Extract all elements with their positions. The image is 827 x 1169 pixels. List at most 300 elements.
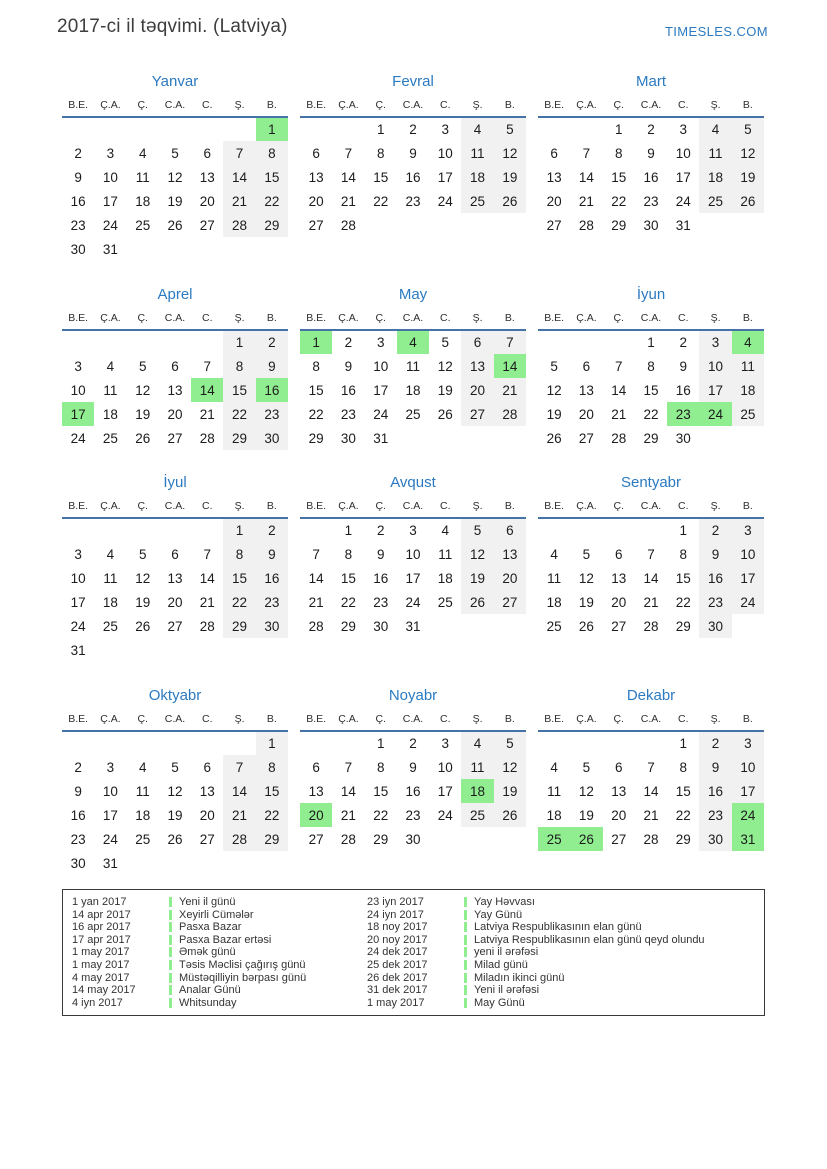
- day-cell[interactable]: 16: [643, 169, 659, 185]
- day-cell[interactable]: 12: [167, 169, 183, 185]
- day-cell[interactable]: 22: [308, 406, 324, 422]
- weekend-day-cell[interactable]: 19: [494, 779, 526, 803]
- day-cell[interactable]: 26: [135, 618, 151, 634]
- weekend-day-cell[interactable]: 28: [223, 827, 255, 851]
- weekend-day-cell[interactable]: 11: [461, 755, 493, 779]
- weekend-day-cell[interactable]: 9: [699, 755, 731, 779]
- day-cell[interactable]: 10: [437, 145, 453, 161]
- day-cell[interactable]: 10: [405, 546, 421, 562]
- day-cell[interactable]: 7: [647, 759, 655, 775]
- weekend-day-cell[interactable]: 8: [256, 141, 288, 165]
- day-cell[interactable]: 1: [376, 736, 385, 751]
- day-cell[interactable]: 21: [199, 406, 215, 422]
- day-cell[interactable]: 6: [614, 546, 623, 562]
- day-cell[interactable]: 23: [405, 807, 421, 823]
- weekend-day-cell[interactable]: 13: [461, 354, 493, 378]
- day-cell[interactable]: 6: [582, 358, 591, 374]
- holiday-day-cell[interactable]: 25: [538, 827, 570, 851]
- day-cell[interactable]: 22: [675, 594, 691, 610]
- day-cell[interactable]: 7: [203, 358, 212, 374]
- day-cell[interactable]: 6: [171, 546, 179, 562]
- month-title[interactable]: May: [398, 286, 428, 303]
- day-cell[interactable]: 24: [437, 193, 453, 209]
- day-cell[interactable]: 21: [611, 406, 627, 422]
- day-cell[interactable]: 31: [373, 430, 389, 446]
- day-cell[interactable]: 7: [582, 145, 591, 161]
- day-cell[interactable]: 3: [679, 122, 688, 137]
- day-cell[interactable]: 28: [199, 430, 215, 446]
- day-cell[interactable]: 2: [409, 122, 417, 137]
- day-cell[interactable]: 14: [340, 783, 356, 799]
- weekend-day-cell[interactable]: 8: [256, 755, 288, 779]
- day-cell[interactable]: 20: [167, 406, 183, 422]
- day-cell[interactable]: 12: [135, 570, 151, 586]
- day-cell[interactable]: 21: [340, 807, 356, 823]
- day-cell[interactable]: 11: [103, 570, 118, 586]
- weekend-day-cell[interactable]: 11: [732, 354, 764, 378]
- day-cell[interactable]: 5: [441, 335, 450, 350]
- weekend-day-cell[interactable]: 22: [223, 402, 255, 426]
- holiday-day-cell[interactable]: 24: [732, 803, 764, 827]
- day-cell[interactable]: 13: [611, 570, 627, 586]
- day-cell[interactable]: 11: [135, 783, 150, 799]
- weekend-day-cell[interactable]: 15: [223, 378, 255, 402]
- weekend-day-cell[interactable]: 2: [256, 330, 288, 354]
- day-cell[interactable]: 9: [344, 358, 353, 374]
- day-cell[interactable]: 18: [102, 594, 118, 610]
- weekend-day-cell[interactable]: 7: [223, 755, 255, 779]
- day-cell[interactable]: 21: [643, 807, 659, 823]
- day-cell[interactable]: 27: [611, 831, 627, 847]
- day-cell[interactable]: 14: [611, 382, 627, 398]
- day-cell[interactable]: 7: [344, 759, 353, 775]
- weekend-day-cell[interactable]: 15: [256, 779, 288, 803]
- day-cell[interactable]: 10: [70, 382, 86, 398]
- weekend-day-cell[interactable]: 13: [494, 542, 526, 566]
- day-cell[interactable]: 8: [647, 358, 655, 374]
- weekend-day-cell[interactable]: 5: [494, 117, 526, 141]
- day-cell[interactable]: 18: [135, 807, 151, 823]
- day-cell[interactable]: 27: [546, 217, 562, 233]
- day-cell[interactable]: 21: [199, 594, 215, 610]
- day-cell[interactable]: 28: [199, 618, 215, 634]
- day-cell[interactable]: 13: [546, 169, 562, 185]
- month-title[interactable]: Noyabr: [388, 687, 438, 704]
- weekend-day-cell[interactable]: 25: [732, 402, 764, 426]
- day-cell[interactable]: 8: [614, 145, 623, 161]
- weekend-day-cell[interactable]: 28: [494, 402, 526, 426]
- weekend-day-cell[interactable]: 22: [223, 590, 255, 614]
- day-cell[interactable]: 8: [376, 145, 385, 161]
- holiday-day-cell[interactable]: 4: [732, 330, 764, 354]
- weekend-day-cell[interactable]: 18: [732, 378, 764, 402]
- day-cell[interactable]: 31: [675, 217, 691, 233]
- holiday-day-cell[interactable]: 4: [397, 330, 429, 354]
- day-cell[interactable]: 25: [102, 618, 118, 634]
- weekend-day-cell[interactable]: 25: [461, 803, 493, 827]
- day-cell[interactable]: 30: [373, 618, 389, 634]
- weekend-day-cell[interactable]: 12: [494, 141, 526, 165]
- day-cell[interactable]: 29: [643, 430, 659, 446]
- weekend-day-cell[interactable]: 5: [461, 518, 493, 542]
- day-cell[interactable]: 21: [643, 594, 659, 610]
- day-cell[interactable]: 10: [675, 145, 691, 161]
- weekend-day-cell[interactable]: 4: [461, 731, 493, 755]
- weekend-day-cell[interactable]: 3: [732, 518, 764, 542]
- day-cell[interactable]: 31: [405, 618, 421, 634]
- weekend-day-cell[interactable]: 12: [461, 542, 493, 566]
- day-cell[interactable]: 29: [373, 831, 389, 847]
- month-title[interactable]: Yanvar: [151, 73, 199, 90]
- day-cell[interactable]: 4: [441, 523, 450, 538]
- weekend-day-cell[interactable]: 26: [732, 189, 764, 213]
- day-cell[interactable]: 11: [103, 382, 118, 398]
- day-cell[interactable]: 26: [546, 430, 562, 446]
- day-cell[interactable]: 11: [135, 169, 150, 185]
- month-title[interactable]: Avqust: [390, 474, 436, 491]
- day-cell[interactable]: 13: [167, 570, 183, 586]
- day-cell[interactable]: 30: [340, 430, 356, 446]
- day-cell[interactable]: 30: [643, 217, 659, 233]
- day-cell[interactable]: 23: [405, 193, 421, 209]
- day-cell[interactable]: 16: [675, 382, 691, 398]
- weekend-day-cell[interactable]: 15: [256, 165, 288, 189]
- day-cell[interactable]: 24: [102, 217, 118, 233]
- day-cell[interactable]: 9: [74, 783, 82, 799]
- day-cell[interactable]: 3: [441, 736, 450, 751]
- day-cell[interactable]: 8: [376, 759, 385, 775]
- holiday-day-cell[interactable]: 17: [62, 402, 94, 426]
- day-cell[interactable]: 10: [70, 570, 86, 586]
- day-cell[interactable]: 22: [675, 807, 691, 823]
- holiday-day-cell[interactable]: 14: [191, 378, 223, 402]
- day-cell[interactable]: 14: [643, 783, 659, 799]
- day-cell[interactable]: 10: [437, 759, 453, 775]
- day-cell[interactable]: 13: [199, 783, 215, 799]
- day-cell[interactable]: 29: [340, 618, 356, 634]
- weekend-day-cell[interactable]: 17: [699, 378, 731, 402]
- holiday-day-cell[interactable]: 20: [300, 803, 332, 827]
- day-cell[interactable]: 3: [441, 122, 450, 137]
- day-cell[interactable]: 12: [135, 382, 151, 398]
- month-title[interactable]: Mart: [636, 73, 666, 90]
- day-cell[interactable]: 19: [135, 406, 151, 422]
- day-cell[interactable]: 13: [308, 783, 324, 799]
- day-cell[interactable]: 26: [135, 430, 151, 446]
- day-cell[interactable]: 28: [578, 217, 594, 233]
- site-logo-link[interactable]: TIMESLES.COM: [664, 24, 768, 39]
- day-cell[interactable]: 20: [308, 193, 324, 209]
- day-cell[interactable]: 13: [611, 783, 627, 799]
- day-cell[interactable]: 15: [373, 169, 389, 185]
- weekend-day-cell[interactable]: 18: [461, 165, 493, 189]
- holiday-day-cell[interactable]: 1: [300, 330, 332, 354]
- day-cell[interactable]: 21: [578, 193, 594, 209]
- day-cell[interactable]: 5: [138, 546, 147, 562]
- day-cell[interactable]: 19: [437, 382, 453, 398]
- day-cell[interactable]: 29: [675, 618, 691, 634]
- day-cell[interactable]: 31: [102, 241, 118, 257]
- weekend-day-cell[interactable]: 21: [494, 378, 526, 402]
- weekend-day-cell[interactable]: 25: [461, 189, 493, 213]
- holiday-day-cell[interactable]: 23: [667, 402, 699, 426]
- day-cell[interactable]: 27: [199, 217, 215, 233]
- day-cell[interactable]: 19: [167, 193, 183, 209]
- month-title[interactable]: Sentyabr: [620, 474, 682, 491]
- weekend-day-cell[interactable]: 21: [223, 803, 255, 827]
- weekend-day-cell[interactable]: 7: [223, 141, 255, 165]
- day-cell[interactable]: 10: [102, 783, 118, 799]
- day-cell[interactable]: 24: [675, 193, 691, 209]
- day-cell[interactable]: 28: [643, 831, 659, 847]
- day-cell[interactable]: 6: [614, 759, 623, 775]
- day-cell[interactable]: 17: [102, 807, 118, 823]
- day-cell[interactable]: 26: [167, 217, 183, 233]
- day-cell[interactable]: 1: [344, 523, 353, 538]
- day-cell[interactable]: 14: [308, 570, 324, 586]
- day-cell[interactable]: 11: [547, 570, 562, 586]
- day-cell[interactable]: 5: [550, 358, 558, 374]
- day-cell[interactable]: 3: [74, 546, 82, 562]
- day-cell[interactable]: 24: [70, 430, 86, 446]
- day-cell[interactable]: 18: [102, 406, 118, 422]
- day-cell[interactable]: 30: [675, 430, 691, 446]
- day-cell[interactable]: 1: [679, 523, 688, 538]
- day-cell[interactable]: 11: [438, 546, 453, 562]
- weekend-day-cell[interactable]: 5: [732, 117, 764, 141]
- day-cell[interactable]: 31: [102, 855, 118, 871]
- day-cell[interactable]: 9: [376, 546, 385, 562]
- holiday-day-cell[interactable]: 18: [461, 779, 493, 803]
- weekend-day-cell[interactable]: 17: [732, 566, 764, 590]
- weekend-day-cell[interactable]: 4: [699, 117, 731, 141]
- day-cell[interactable]: 11: [405, 358, 420, 374]
- weekend-day-cell[interactable]: 12: [732, 141, 764, 165]
- weekend-day-cell[interactable]: 9: [256, 542, 288, 566]
- day-cell[interactable]: 27: [199, 831, 215, 847]
- day-cell[interactable]: 9: [647, 145, 655, 161]
- weekend-day-cell[interactable]: 10: [699, 354, 731, 378]
- weekend-day-cell[interactable]: 17: [732, 779, 764, 803]
- day-cell[interactable]: 28: [611, 430, 627, 446]
- day-cell[interactable]: 17: [373, 382, 389, 398]
- day-cell[interactable]: 16: [373, 570, 389, 586]
- weekend-day-cell[interactable]: 2: [256, 518, 288, 542]
- day-cell[interactable]: 2: [74, 145, 82, 161]
- weekend-day-cell[interactable]: 27: [461, 402, 493, 426]
- day-cell[interactable]: 19: [578, 807, 594, 823]
- day-cell[interactable]: 26: [437, 406, 453, 422]
- weekend-day-cell[interactable]: 19: [732, 165, 764, 189]
- weekend-day-cell[interactable]: 14: [223, 165, 255, 189]
- weekend-day-cell[interactable]: 26: [494, 803, 526, 827]
- day-cell[interactable]: 20: [611, 807, 627, 823]
- day-cell[interactable]: 4: [138, 759, 147, 775]
- day-cell[interactable]: 22: [340, 594, 356, 610]
- weekend-day-cell[interactable]: 9: [256, 354, 288, 378]
- weekend-day-cell[interactable]: 27: [494, 590, 526, 614]
- day-cell[interactable]: 11: [547, 783, 562, 799]
- day-cell[interactable]: 23: [70, 831, 86, 847]
- day-cell[interactable]: 9: [74, 169, 82, 185]
- day-cell[interactable]: 26: [167, 831, 183, 847]
- weekend-day-cell[interactable]: 1: [223, 330, 255, 354]
- month-title[interactable]: Fevral: [392, 73, 434, 90]
- day-cell[interactable]: 8: [312, 358, 320, 374]
- day-cell[interactable]: 28: [308, 618, 324, 634]
- day-cell[interactable]: 15: [675, 570, 691, 586]
- day-cell[interactable]: 30: [70, 241, 86, 257]
- day-cell[interactable]: 25: [546, 618, 562, 634]
- day-cell[interactable]: 25: [135, 217, 151, 233]
- day-cell[interactable]: 2: [376, 523, 385, 538]
- day-cell[interactable]: 13: [167, 382, 183, 398]
- day-cell[interactable]: 17: [675, 169, 691, 185]
- weekend-day-cell[interactable]: 11: [699, 141, 731, 165]
- day-cell[interactable]: 18: [546, 594, 562, 610]
- day-cell[interactable]: 29: [611, 217, 627, 233]
- day-cell[interactable]: 27: [611, 618, 627, 634]
- day-cell[interactable]: 8: [679, 759, 688, 775]
- day-cell[interactable]: 18: [437, 570, 453, 586]
- weekend-day-cell[interactable]: 20: [494, 566, 526, 590]
- day-cell[interactable]: 24: [373, 406, 389, 422]
- weekend-day-cell[interactable]: 20: [461, 378, 493, 402]
- day-cell[interactable]: 6: [203, 145, 212, 161]
- holiday-day-cell[interactable]: 1: [256, 117, 288, 141]
- day-cell[interactable]: 29: [675, 831, 691, 847]
- day-cell[interactable]: 10: [102, 169, 118, 185]
- day-cell[interactable]: 27: [308, 831, 324, 847]
- weekend-day-cell[interactable]: 19: [494, 165, 526, 189]
- weekend-day-cell[interactable]: 16: [699, 779, 731, 803]
- day-cell[interactable]: 20: [578, 406, 594, 422]
- day-cell[interactable]: 22: [373, 193, 389, 209]
- weekend-day-cell[interactable]: 29: [256, 213, 288, 237]
- day-cell[interactable]: 31: [70, 642, 86, 658]
- weekend-day-cell[interactable]: 16: [699, 566, 731, 590]
- month-title[interactable]: Oktyabr: [148, 687, 202, 704]
- weekend-day-cell[interactable]: 25: [699, 189, 731, 213]
- weekend-day-cell[interactable]: 21: [223, 189, 255, 213]
- day-cell[interactable]: 26: [578, 618, 594, 634]
- day-cell[interactable]: 5: [582, 546, 591, 562]
- day-cell[interactable]: 15: [675, 783, 691, 799]
- day-cell[interactable]: 3: [106, 759, 115, 775]
- weekend-day-cell[interactable]: 15: [223, 566, 255, 590]
- day-cell[interactable]: 19: [167, 807, 183, 823]
- day-cell[interactable]: 22: [373, 807, 389, 823]
- day-cell[interactable]: 15: [373, 783, 389, 799]
- weekend-day-cell[interactable]: 23: [699, 803, 731, 827]
- day-cell[interactable]: 4: [106, 546, 115, 562]
- day-cell[interactable]: 27: [308, 217, 324, 233]
- day-cell[interactable]: 20: [611, 594, 627, 610]
- day-cell[interactable]: 12: [437, 358, 453, 374]
- weekend-day-cell[interactable]: 3: [732, 731, 764, 755]
- weekend-day-cell[interactable]: 22: [256, 189, 288, 213]
- weekend-day-cell[interactable]: 6: [494, 518, 526, 542]
- day-cell[interactable]: 22: [643, 406, 659, 422]
- day-cell[interactable]: 17: [405, 570, 421, 586]
- weekend-day-cell[interactable]: 29: [223, 426, 255, 450]
- day-cell[interactable]: 19: [578, 594, 594, 610]
- weekend-day-cell[interactable]: 29: [223, 614, 255, 638]
- day-cell[interactable]: 7: [203, 546, 212, 562]
- weekend-day-cell[interactable]: 2: [699, 518, 731, 542]
- day-cell[interactable]: 23: [643, 193, 659, 209]
- day-cell[interactable]: 6: [203, 759, 212, 775]
- day-cell[interactable]: 16: [340, 382, 356, 398]
- day-cell[interactable]: 19: [135, 594, 151, 610]
- day-cell[interactable]: 18: [135, 193, 151, 209]
- day-cell[interactable]: 4: [106, 358, 115, 374]
- weekend-day-cell[interactable]: 19: [461, 566, 493, 590]
- weekend-day-cell[interactable]: 30: [699, 614, 731, 638]
- day-cell[interactable]: 7: [614, 358, 623, 374]
- weekend-day-cell[interactable]: 7: [494, 330, 526, 354]
- weekend-day-cell[interactable]: 23: [699, 590, 731, 614]
- day-cell[interactable]: 3: [74, 358, 82, 374]
- day-cell[interactable]: 5: [138, 358, 147, 374]
- day-cell[interactable]: 25: [437, 594, 453, 610]
- holiday-day-cell[interactable]: 14: [494, 354, 526, 378]
- weekend-day-cell[interactable]: 29: [256, 827, 288, 851]
- day-cell[interactable]: 27: [167, 430, 183, 446]
- day-cell[interactable]: 20: [199, 193, 215, 209]
- day-cell[interactable]: 15: [643, 382, 659, 398]
- day-cell[interactable]: 24: [70, 618, 86, 634]
- weekend-day-cell[interactable]: 11: [461, 141, 493, 165]
- day-cell[interactable]: 12: [546, 382, 562, 398]
- day-cell[interactable]: 12: [578, 783, 594, 799]
- day-cell[interactable]: 30: [70, 855, 86, 871]
- day-cell[interactable]: 8: [344, 546, 353, 562]
- day-cell[interactable]: 20: [167, 594, 183, 610]
- day-cell[interactable]: 14: [199, 570, 215, 586]
- day-cell[interactable]: 7: [647, 546, 655, 562]
- day-cell[interactable]: 2: [344, 335, 353, 350]
- day-cell[interactable]: 1: [376, 122, 385, 137]
- day-cell[interactable]: 20: [546, 193, 562, 209]
- day-cell[interactable]: 3: [409, 523, 417, 538]
- day-cell[interactable]: 16: [70, 193, 86, 209]
- month-title[interactable]: Dekabr: [626, 687, 676, 704]
- weekend-day-cell[interactable]: 9: [699, 542, 731, 566]
- day-cell[interactable]: 6: [550, 145, 558, 161]
- day-cell[interactable]: 28: [643, 618, 659, 634]
- day-cell[interactable]: 18: [546, 807, 562, 823]
- month-title[interactable]: İyun: [636, 286, 666, 303]
- day-cell[interactable]: 5: [582, 759, 591, 775]
- day-cell[interactable]: 18: [405, 382, 421, 398]
- weekend-day-cell[interactable]: 1: [256, 731, 288, 755]
- weekend-day-cell[interactable]: 28: [223, 213, 255, 237]
- weekend-day-cell[interactable]: 16: [256, 566, 288, 590]
- day-cell[interactable]: 19: [546, 406, 562, 422]
- weekend-day-cell[interactable]: 26: [494, 189, 526, 213]
- day-cell[interactable]: 7: [312, 546, 320, 562]
- weekend-day-cell[interactable]: 30: [699, 827, 731, 851]
- weekend-day-cell[interactable]: 4: [461, 117, 493, 141]
- day-cell[interactable]: 12: [167, 783, 183, 799]
- day-cell[interactable]: 3: [106, 145, 115, 161]
- day-cell[interactable]: 17: [102, 193, 118, 209]
- holiday-day-cell[interactable]: 24: [699, 402, 731, 426]
- day-cell[interactable]: 5: [171, 759, 179, 775]
- holiday-day-cell[interactable]: 31: [732, 827, 764, 851]
- weekend-day-cell[interactable]: 10: [732, 542, 764, 566]
